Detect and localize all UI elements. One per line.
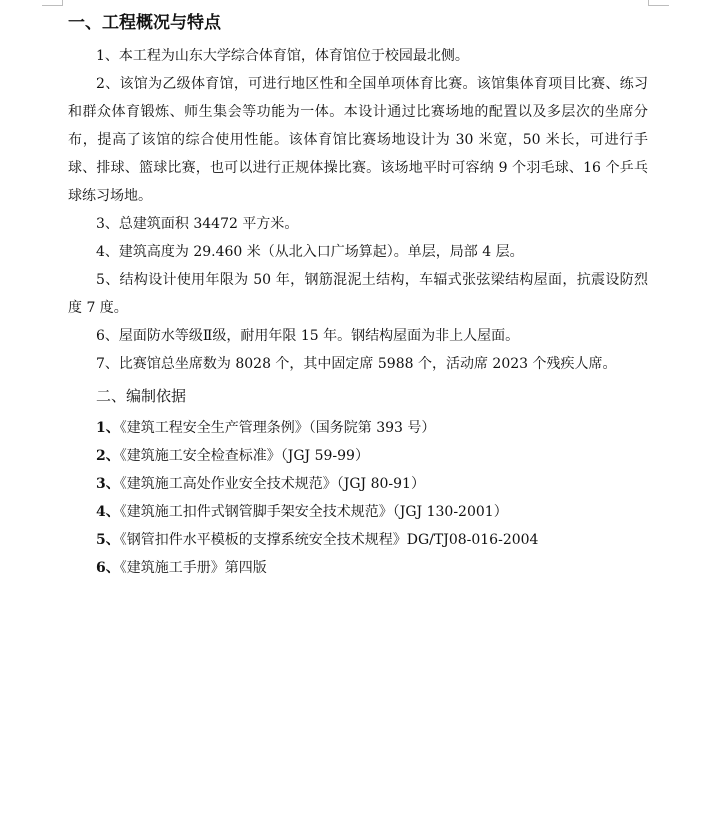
section-heading-overview: 一、工程概况与特点: [68, 13, 221, 33]
reference-text: 《建筑施工手册》第四版: [119, 560, 267, 576]
reference-number: 4、: [96, 504, 120, 520]
reference-number: 3、: [96, 476, 120, 492]
reference-item: [68, 414, 648, 442]
section-heading-basis: 二、编制依据: [96, 387, 187, 405]
overview-paragraph-7: 7、比赛馆总坐席数为 8028 个，其中固定席 5988 个，活动席 2023 个残疾人席。: [96, 356, 617, 372]
overview-paragraph-1: 1、本工程为山东大学综合体育馆，体育馆位于校园最北侧。: [96, 48, 469, 64]
reference-item: [68, 442, 648, 470]
reference-item: [68, 470, 648, 498]
reference-text: 《建筑施工安全检查标准》（JGJ 59-99）: [119, 448, 369, 464]
overview-paragraph-4: 4、建筑高度为 29.460 米（从北入口广场算起）。单层，局部 4 层。: [96, 244, 524, 260]
overview-paragraph-3: 3、总建筑面积 34472 平方米。: [96, 216, 299, 232]
reference-text: 《钢管扣件水平模板的支撑系统安全技术规程》DG/TJ08-016-2004: [119, 532, 539, 548]
reference-item: [68, 526, 648, 554]
overview-paragraph-5: 5、结构设计使用年限为 50 年，钢筋混泥土结构，车辐式张弦梁结构屋面，抗震设防烈度 7 度。: [68, 272, 648, 316]
reference-number: 6、: [96, 560, 120, 576]
reference-text: 《建筑施工扣件式钢管脚手架安全技术规范》（JGJ 130-2001）: [119, 504, 508, 520]
reference-item: [68, 554, 648, 582]
document-body: [68, 10, 648, 582]
overview-paragraph-2: 2、该馆为乙级体育馆，可进行地区性和全国单项体育比赛。该馆集体育项目比赛、练习和群众体育锻炼、师生集会等功能为一体。本设计通过比赛场地的配置以及多层次的坐席分布，提高了该馆的综合使用性能。该体育馆比赛场地设计为 30 米宽，50 米长，可进行手球、排球、篮球比赛，也可以进行正规体操比赛。该场地平时可容纳 9 个羽毛球、16 个乒乓球练习场地。: [68, 76, 648, 204]
reference-text: 《建筑施工高处作业安全技术规范》（JGJ 80-91）: [119, 476, 425, 492]
overview-paragraph-6: 6、屋面防水等级Ⅱ级，耐用年限 15 年。钢结构屋面为非上人屋面。: [96, 328, 520, 344]
reference-item: [68, 498, 648, 526]
reference-number: 2、: [96, 448, 120, 464]
page-corner-mark-right: [648, 0, 669, 6]
reference-text: 《建筑工程安全生产管理条例》（国务院第 393 号）: [119, 420, 436, 436]
page-corner-mark-left: [42, 0, 63, 6]
reference-number: 1、: [96, 420, 120, 436]
reference-number: 5、: [96, 532, 120, 548]
